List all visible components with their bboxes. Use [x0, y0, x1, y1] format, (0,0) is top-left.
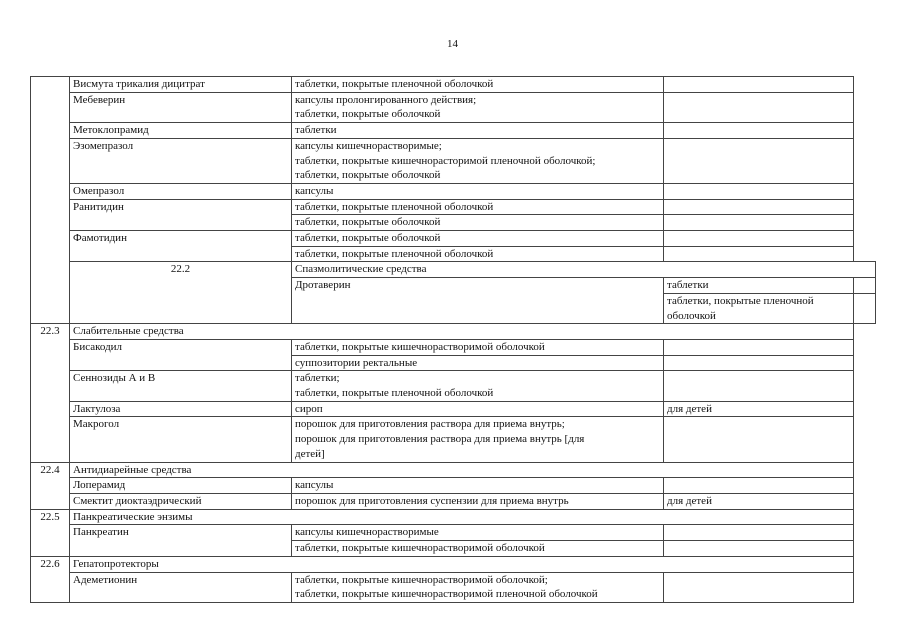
dosage-form	[292, 417, 664, 462]
table-row	[31, 123, 876, 139]
drug-name: Висмута трикалия дицитрат	[70, 77, 292, 93]
dosage-form-line: таблетки, покрытые кишечнорастворимой пленочной оболочкой	[295, 588, 598, 601]
group-title: Антидиарейные средства	[70, 462, 854, 478]
note-cell	[664, 339, 854, 355]
table-row	[31, 183, 876, 199]
dosage-form: таблетки, покрытые пленочной оболочкой	[292, 246, 664, 262]
group-code: 22.6	[31, 556, 70, 602]
dosage-form-line: капсулы пролонгированного действия;	[295, 93, 477, 106]
note-cell	[664, 231, 854, 247]
group-code-cell	[31, 77, 70, 324]
drug-table	[30, 76, 876, 603]
dosage-form-line: таблетки, покрытые оболочкой	[295, 108, 441, 121]
drug-name: Эзомепразол	[70, 138, 292, 183]
drug-name: Омепразол	[70, 183, 292, 199]
table-row	[31, 92, 876, 122]
dosage-form: таблетки, покрытые оболочкой	[292, 231, 664, 247]
dosage-form: порошок для приготовления суспензии для приема внутрь	[292, 493, 664, 509]
note-cell	[664, 77, 854, 93]
group-title: Слабительные средства	[70, 324, 854, 340]
drug-name: Панкреатин	[70, 525, 292, 556]
dosage-form: таблетки, покрытые кишечнорастворимой оболочкой	[292, 541, 664, 557]
dosage-form-line: таблетки, покрытые оболочкой	[295, 169, 441, 182]
note-cell	[664, 355, 854, 371]
note-cell	[664, 246, 854, 262]
dosage-form	[292, 572, 664, 602]
note-cell	[664, 525, 854, 541]
group-title: Спазмолитические средства	[292, 262, 876, 278]
drug-name: Макрогол	[70, 417, 292, 462]
group-code: 22.4	[31, 462, 70, 509]
group-row	[31, 262, 876, 278]
note-cell	[664, 371, 854, 401]
drug-name: Лактулоза	[70, 401, 292, 417]
table-row	[31, 401, 876, 417]
group-code: 22.2	[70, 262, 292, 324]
note-cell	[664, 478, 854, 494]
table-row	[31, 525, 876, 541]
table-row	[31, 478, 876, 494]
dosage-form-line: детей]	[295, 447, 325, 460]
table-row	[31, 199, 876, 215]
note-cell	[664, 183, 854, 199]
table-row	[31, 371, 876, 401]
group-code: 22.3	[31, 324, 70, 462]
note-cell	[664, 417, 854, 462]
note-cell	[854, 293, 876, 323]
table-row	[31, 231, 876, 247]
note-cell	[664, 572, 854, 602]
group-row	[31, 509, 876, 525]
dosage-form: суппозитории ректальные	[292, 355, 664, 371]
note-cell	[664, 199, 854, 215]
note-cell	[664, 215, 854, 231]
dosage-form-line: таблетки, покрытые кишечнорасторимой пленочной оболочкой;	[295, 154, 596, 167]
dosage-form: сироп	[292, 401, 664, 417]
note-cell	[664, 138, 854, 183]
drug-name: Смектит диоктаэдрический	[70, 493, 292, 509]
note-cell	[664, 92, 854, 122]
dosage-form-line: таблетки, покрытые кишечнорастворимой оболочкой;	[295, 573, 548, 586]
note-cell: для детей	[664, 401, 854, 417]
group-title: Панкреатические энзимы	[70, 509, 854, 525]
page-number: 14	[447, 38, 458, 50]
table-row	[31, 339, 876, 355]
table-row	[31, 493, 876, 509]
drug-name: Метоклопрамид	[70, 123, 292, 139]
table-row	[31, 77, 876, 93]
dosage-form: таблетки, покрытые пленочной оболочкой	[664, 293, 854, 323]
drug-name: Мебеверин	[70, 92, 292, 122]
dosage-form-line: порошок для приготовления раствора для приема внутрь [для	[295, 433, 585, 446]
dosage-form: капсулы	[292, 183, 664, 199]
drug-name: Ранитидин	[70, 199, 292, 230]
note-cell	[664, 123, 854, 139]
note-cell	[664, 541, 854, 557]
dosage-form	[292, 371, 664, 401]
note-cell	[854, 278, 876, 294]
table-row	[31, 417, 876, 462]
dosage-form: капсулы кишечнорастворимые	[292, 525, 664, 541]
dosage-form: капсулы	[292, 478, 664, 494]
group-code: 22.5	[31, 509, 70, 556]
table-row	[31, 138, 876, 183]
dosage-form: таблетки	[664, 278, 854, 294]
dosage-form	[292, 138, 664, 183]
dosage-form: таблетки, покрытые кишечнорастворимой оболочкой	[292, 339, 664, 355]
drug-name: Дротаверин	[292, 278, 664, 324]
table-row	[31, 572, 876, 602]
drug-name: Фамотидин	[70, 231, 292, 262]
dosage-form-line: порошок для приготовления раствора для приема внутрь;	[295, 418, 565, 431]
drug-name: Сеннозиды А и В	[70, 371, 292, 401]
dosage-form-line: таблетки, покрытые пленочной оболочкой	[295, 387, 494, 400]
dosage-form: таблетки, покрытые пленочной оболочкой	[292, 77, 664, 93]
drug-name: Бисакодил	[70, 339, 292, 370]
dosage-form: таблетки, покрытые пленочной оболочкой	[292, 199, 664, 215]
group-row	[31, 556, 876, 572]
dosage-form: таблетки	[292, 123, 664, 139]
dosage-form-line: капсулы кишечнорастворимые;	[295, 139, 442, 152]
drug-name: Адеметионин	[70, 572, 292, 602]
group-title: Гепатопротекторы	[70, 556, 854, 572]
group-row	[31, 462, 876, 478]
dosage-form: таблетки, покрытые оболочкой	[292, 215, 664, 231]
group-row	[31, 324, 876, 340]
dosage-form-line: таблетки;	[295, 372, 340, 385]
dosage-form	[292, 92, 664, 122]
note-cell: для детей	[664, 493, 854, 509]
drug-name: Лоперамид	[70, 478, 292, 494]
